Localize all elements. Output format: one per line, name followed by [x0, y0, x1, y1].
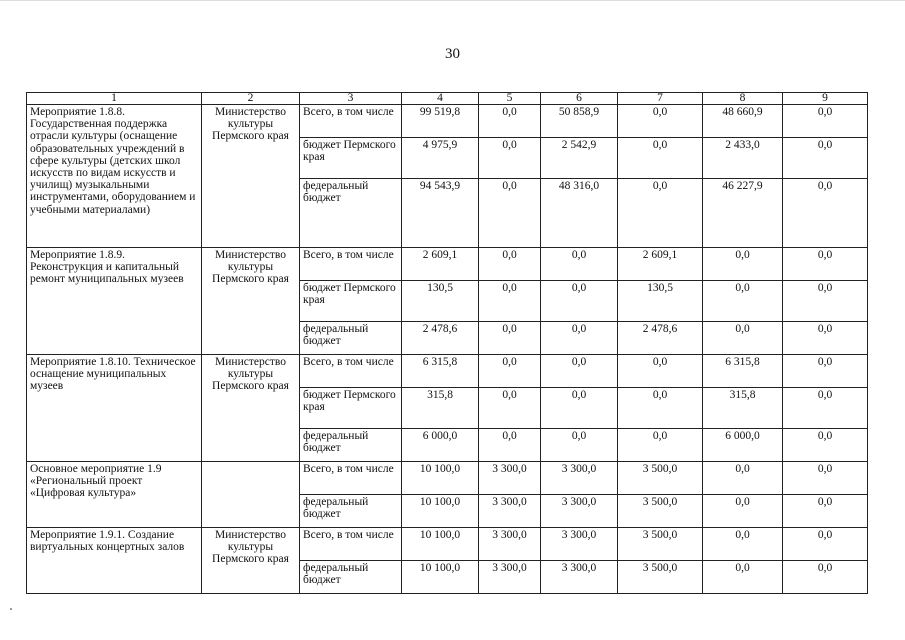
value-cell: 0,0: [783, 561, 868, 594]
value-cell: 0,0: [479, 138, 541, 179]
value-cell: 0,0: [783, 105, 868, 138]
value-cell: 0,0: [703, 528, 783, 561]
executor-cell: Министерство культуры Пермского края: [202, 105, 300, 248]
value-cell: 6 315,8: [703, 355, 783, 388]
value-cell: 0,0: [783, 429, 868, 462]
value-cell: 48 316,0: [541, 179, 618, 248]
source-cell: Всего, в том числе: [300, 355, 402, 388]
value-cell: 10 100,0: [402, 561, 479, 594]
value-cell: 0,0: [618, 138, 703, 179]
value-cell: 0,0: [541, 322, 618, 355]
value-cell: 130,5: [402, 281, 479, 322]
value-cell: 3 300,0: [541, 561, 618, 594]
value-cell: 3 300,0: [479, 561, 541, 594]
source-cell: федеральный бюджет: [300, 429, 402, 462]
executor-cell: Министерство культуры Пермского края: [202, 355, 300, 462]
table-row: [27, 355, 868, 388]
source-cell: Всего, в том числе: [300, 248, 402, 281]
value-cell: 0,0: [541, 281, 618, 322]
value-cell: 0,0: [703, 561, 783, 594]
value-cell: 0,0: [783, 281, 868, 322]
scan-edge: [0, 0, 905, 1]
value-cell: 0,0: [618, 355, 703, 388]
value-cell: 0,0: [783, 248, 868, 281]
value-cell: 0,0: [479, 248, 541, 281]
value-cell: 315,8: [402, 388, 479, 429]
value-cell: 0,0: [783, 138, 868, 179]
value-cell: 3 500,0: [618, 561, 703, 594]
value-cell: 2 478,6: [618, 322, 703, 355]
table-row: [27, 462, 868, 495]
value-cell: 0,0: [783, 179, 868, 248]
value-cell: 0,0: [618, 105, 703, 138]
value-cell: 3 300,0: [541, 495, 618, 528]
activity-title: Основное мероприятие 1.9 «Региональный проект «Цифровая культура»: [27, 462, 202, 528]
value-cell: 3 300,0: [479, 462, 541, 495]
value-cell: 10 100,0: [402, 528, 479, 561]
value-cell: 0,0: [783, 528, 868, 561]
activity-title: Мероприятие 1.9.1. Создание виртуальных концертных залов: [27, 528, 202, 594]
activity-title: Мероприятие 1.8.9. Реконструкция и капитальный ремонт муниципальных музеев: [27, 248, 202, 355]
source-cell: федеральный бюджет: [300, 561, 402, 594]
column-header: 5: [479, 93, 541, 105]
value-cell: 2 609,1: [402, 248, 479, 281]
value-cell: 0,0: [541, 355, 618, 388]
value-cell: 0,0: [479, 355, 541, 388]
executor-cell: Министерство культуры Пермского края: [202, 528, 300, 594]
value-cell: 3 500,0: [618, 495, 703, 528]
value-cell: 0,0: [479, 281, 541, 322]
value-cell: 3 300,0: [541, 462, 618, 495]
value-cell: 0,0: [618, 388, 703, 429]
value-cell: 0,0: [479, 179, 541, 248]
value-cell: 0,0: [479, 322, 541, 355]
column-header: 8: [703, 93, 783, 105]
value-cell: 6 000,0: [703, 429, 783, 462]
value-cell: 3 300,0: [479, 528, 541, 561]
source-cell: федеральный бюджет: [300, 322, 402, 355]
source-cell: бюджет Пермского края: [300, 388, 402, 429]
value-cell: 0,0: [479, 388, 541, 429]
source-cell: Всего, в том числе: [300, 528, 402, 561]
budget-table: [26, 92, 868, 594]
column-header: 2: [202, 93, 300, 105]
value-cell: 0,0: [618, 179, 703, 248]
value-cell: 4 975,9: [402, 138, 479, 179]
value-cell: 0,0: [541, 248, 618, 281]
table-header: [27, 93, 868, 105]
value-cell: 3 500,0: [618, 462, 703, 495]
column-header: 1: [27, 93, 202, 105]
value-cell: 50 858,9: [541, 105, 618, 138]
source-cell: федеральный бюджет: [300, 179, 402, 248]
column-header: 9: [783, 93, 868, 105]
value-cell: 0,0: [703, 322, 783, 355]
value-cell: 0,0: [541, 388, 618, 429]
column-header: 3: [300, 93, 402, 105]
page-number: 30: [445, 46, 460, 62]
value-cell: 0,0: [783, 355, 868, 388]
executor-cell: Министерство культуры Пермского края: [202, 248, 300, 355]
source-cell: бюджет Пермского края: [300, 281, 402, 322]
source-cell: федеральный бюджет: [300, 495, 402, 528]
value-cell: 2 542,9: [541, 138, 618, 179]
column-header: 4: [402, 93, 479, 105]
value-cell: 94 543,9: [402, 179, 479, 248]
source-cell: Всего, в том числе: [300, 105, 402, 138]
value-cell: 2 609,1: [618, 248, 703, 281]
executor-cell: [202, 462, 300, 528]
value-cell: 3 300,0: [479, 495, 541, 528]
column-header: 7: [618, 93, 703, 105]
value-cell: 2 433,0: [703, 138, 783, 179]
value-cell: 130,5: [618, 281, 703, 322]
table-row: [27, 528, 868, 561]
value-cell: 0,0: [618, 429, 703, 462]
value-cell: 315,8: [703, 388, 783, 429]
scan-speck: [10, 608, 12, 610]
value-cell: 0,0: [783, 322, 868, 355]
value-cell: 0,0: [703, 248, 783, 281]
source-cell: бюджет Пермского края: [300, 138, 402, 179]
value-cell: 0,0: [703, 462, 783, 495]
value-cell: 0,0: [783, 495, 868, 528]
activity-title: Мероприятие 1.8.10. Техническое оснащение муниципальных музеев: [27, 355, 202, 462]
value-cell: 0,0: [783, 462, 868, 495]
value-cell: 0,0: [783, 388, 868, 429]
value-cell: 3 300,0: [541, 528, 618, 561]
value-cell: 0,0: [479, 105, 541, 138]
value-cell: 6 000,0: [402, 429, 479, 462]
value-cell: 6 315,8: [402, 355, 479, 388]
value-cell: 46 227,9: [703, 179, 783, 248]
value-cell: 10 100,0: [402, 495, 479, 528]
value-cell: 0,0: [479, 429, 541, 462]
value-cell: 2 478,6: [402, 322, 479, 355]
value-cell: 0,0: [541, 429, 618, 462]
activity-title: Мероприятие 1.8.8. Государственная поддержка отрасли культуры (оснащение образовательных учреждений в сфере культуры (детских школ искусств по видам искусств и училищ) музыкальными инструментами, оборудованием и учебными материалами): [27, 105, 202, 248]
value-cell: 48 660,9: [703, 105, 783, 138]
table-row: [27, 248, 868, 281]
value-cell: 3 500,0: [618, 528, 703, 561]
table-row: [27, 105, 868, 138]
value-cell: 0,0: [703, 495, 783, 528]
value-cell: 10 100,0: [402, 462, 479, 495]
value-cell: 99 519,8: [402, 105, 479, 138]
source-cell: Всего, в том числе: [300, 462, 402, 495]
column-header: 6: [541, 93, 618, 105]
value-cell: 0,0: [703, 281, 783, 322]
